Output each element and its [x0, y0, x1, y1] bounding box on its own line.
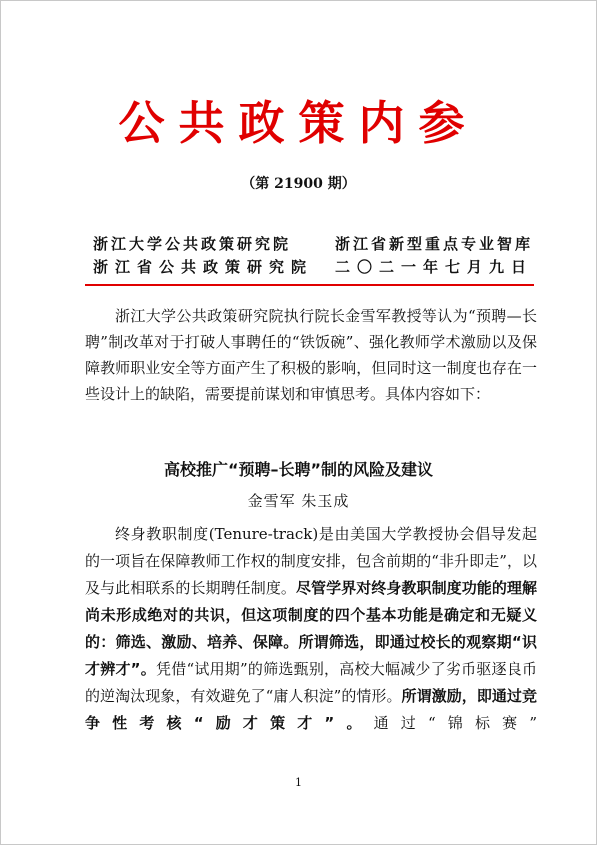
paragraph-segment: 终身教职制度(Tenure-track)是由美国大学教授协会倡导发起的一项旨在保障教师工作权的制度安排，包含前期的“非升即走”，以及与此相联系的长期聘任制度。: [85, 525, 537, 597]
intro-text: 浙江大学公共政策研究院执行院长金雪军教授等认为“预聘—长聘”制改革对于打破人事聘任的“铁饭碗”、强化教师学术激励以及保障教师职业安全等方面产生了积极的影响，但同时这一制度也存在一些设计上的缺陷，需要提前谋划和审慎思考。具体内容如下：: [85, 307, 537, 403]
masthead-title: 公共政策内参: [118, 96, 479, 150]
paragraph-segment: 通过“锦标赛”: [373, 714, 537, 732]
issue-number: （第 21900 期）: [241, 176, 356, 192]
publish-date: 二〇二一年七月九日: [334, 258, 533, 276]
red-divider: [85, 284, 534, 286]
think-tank-label: 浙江省新型重点专业智库: [334, 235, 533, 253]
article-authors: 金雪军 朱玉成: [247, 492, 350, 510]
org-name-1: 浙江大学公共政策研究院: [93, 235, 292, 253]
org-name-2: 浙江省公共政策研究院: [93, 258, 314, 276]
info-row-1: [93, 234, 533, 254]
paragraph-emphasis: 所谓激励，即通过竞争性考核“励才策才”。: [85, 687, 537, 732]
article-body: [85, 521, 537, 737]
intro-paragraph: [85, 303, 537, 407]
page-number: 1: [295, 776, 302, 789]
article-title: 高校推广“预聘–长聘”制的风险及建议: [163, 460, 434, 479]
info-row-2: [93, 257, 533, 277]
paragraph-segment: 凭借“试用期”的筛选甄别，高校大幅减少了劣币驱逐良币的逆淘汰现象，有效避免了“庸人积淀”的情形。: [85, 660, 538, 705]
article-paragraph: [85, 521, 537, 737]
paragraph-emphasis: 尽管学界对终身教职制度功能的理解尚未形成绝对的共识，但这项制度的四个基本功能是确定和无疑义的：筛选、激励、培养、保障。所谓筛选，即通过校长的观察期“识才辨才”。: [85, 579, 537, 678]
